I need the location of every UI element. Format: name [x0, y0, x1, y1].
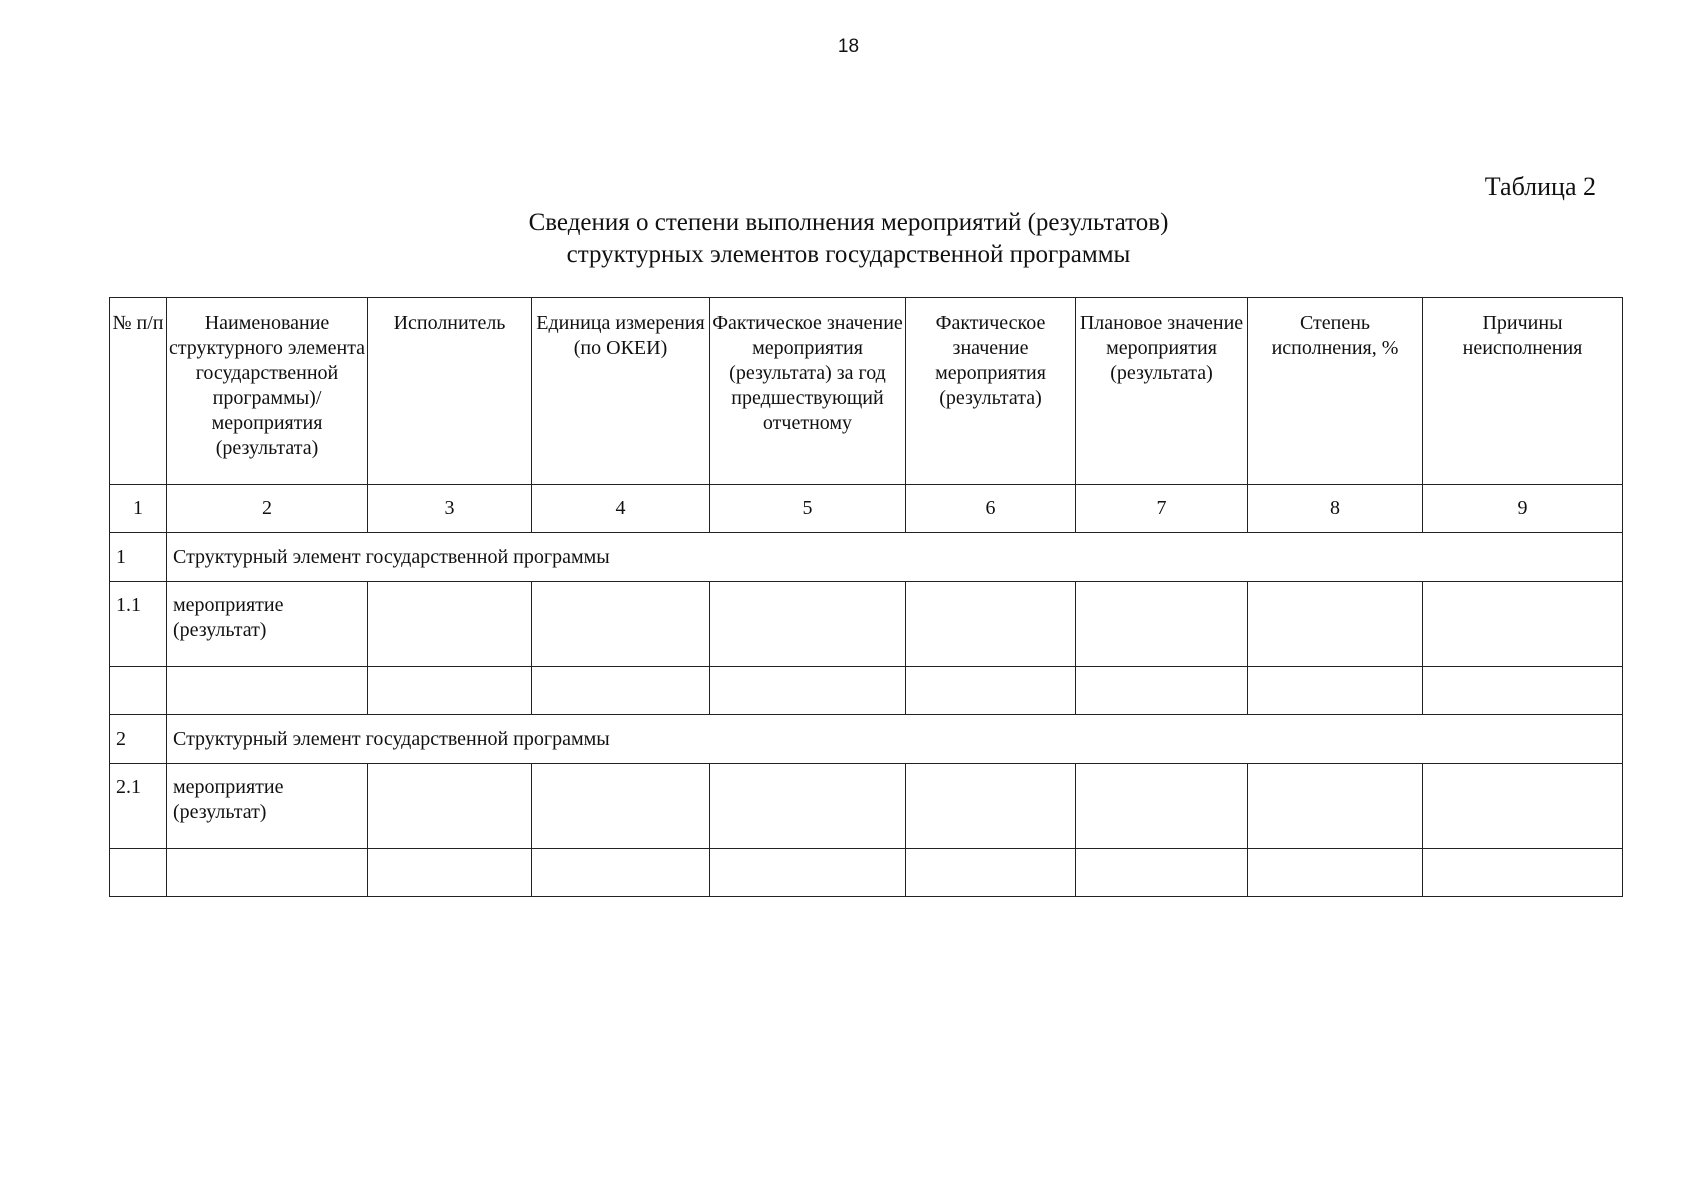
header-row	[110, 298, 1623, 485]
section-row	[110, 533, 1623, 582]
empty-cell	[710, 667, 906, 715]
table-title	[0, 207, 1697, 271]
item-number: 2.1	[110, 764, 167, 849]
column-number-cell: 5	[710, 485, 906, 533]
header-cell-executor: Исполнитель	[368, 298, 532, 485]
results-table	[109, 297, 1623, 897]
empty-cell	[1248, 667, 1423, 715]
empty-cell	[1248, 764, 1423, 849]
empty-cell	[368, 849, 532, 897]
section-row	[110, 715, 1623, 764]
header-cell-completion: Степень исполнения, %	[1248, 298, 1423, 485]
column-number-cell: 2	[167, 485, 368, 533]
empty-cell	[1423, 849, 1623, 897]
header-cell-actual: Фактическое значение мероприятия (результата)	[906, 298, 1076, 485]
header-cell-reasons: Причины неисполнения	[1423, 298, 1623, 485]
column-number-cell: 6	[906, 485, 1076, 533]
empty-cell	[167, 849, 368, 897]
item-row	[110, 582, 1623, 667]
empty-cell	[1423, 764, 1623, 849]
item-number: 1.1	[110, 582, 167, 667]
column-number-cell: 1	[110, 485, 167, 533]
empty-cell	[368, 667, 532, 715]
empty-cell	[532, 764, 710, 849]
empty-cell	[906, 849, 1076, 897]
empty-cell	[710, 582, 906, 667]
empty-cell	[906, 582, 1076, 667]
header-cell-name: Наименование структурного элемента государственной программы)/ мероприятия (результата)	[167, 298, 368, 485]
section-number: 2	[110, 715, 167, 764]
section-number: 1	[110, 533, 167, 582]
column-number-cell: 9	[1423, 485, 1623, 533]
empty-cell	[368, 764, 532, 849]
empty-row	[110, 849, 1623, 897]
empty-cell	[1423, 582, 1623, 667]
column-number-cell: 4	[532, 485, 710, 533]
empty-cell	[1248, 849, 1423, 897]
column-number-cell: 7	[1076, 485, 1248, 533]
header-cell-planned: Плановое значение мероприятия (результата)	[1076, 298, 1248, 485]
empty-cell	[532, 667, 710, 715]
column-number-cell: 3	[368, 485, 532, 533]
header-cell-unit: Единица измерения (по ОКЕИ)	[532, 298, 710, 485]
empty-row	[110, 667, 1623, 715]
empty-cell	[167, 667, 368, 715]
empty-cell	[368, 582, 532, 667]
empty-cell	[532, 849, 710, 897]
item-name: мероприятие (результат)	[167, 582, 368, 667]
empty-cell	[906, 764, 1076, 849]
section-title: Структурный элемент государственной программы	[167, 533, 1623, 582]
section-title: Структурный элемент государственной программы	[167, 715, 1623, 764]
empty-cell	[110, 849, 167, 897]
page-number: 18	[837, 36, 860, 57]
empty-cell	[532, 582, 710, 667]
empty-cell	[906, 667, 1076, 715]
empty-cell	[710, 764, 906, 849]
empty-cell	[1423, 667, 1623, 715]
column-number-cell: 8	[1248, 485, 1423, 533]
header-cell-prior-year-actual: Фактическое значение мероприятия (результата) за год предшествующий отчетному	[710, 298, 906, 485]
empty-cell	[1076, 667, 1248, 715]
table-title-line-1: Сведения о степени выполнения мероприятий (результатов)	[528, 209, 1169, 236]
table-title-line-2: структурных элементов государственной программы	[566, 241, 1131, 268]
empty-cell	[1076, 849, 1248, 897]
empty-cell	[1248, 582, 1423, 667]
empty-cell	[110, 667, 167, 715]
table-label: Таблица 2	[1484, 172, 1596, 201]
empty-cell	[1076, 764, 1248, 849]
item-name: мероприятие (результат)	[167, 764, 368, 849]
empty-cell	[1076, 582, 1248, 667]
item-row	[110, 764, 1623, 849]
column-number-row	[110, 485, 1623, 533]
empty-cell	[710, 849, 906, 897]
header-cell-number: № п/п	[110, 298, 167, 485]
